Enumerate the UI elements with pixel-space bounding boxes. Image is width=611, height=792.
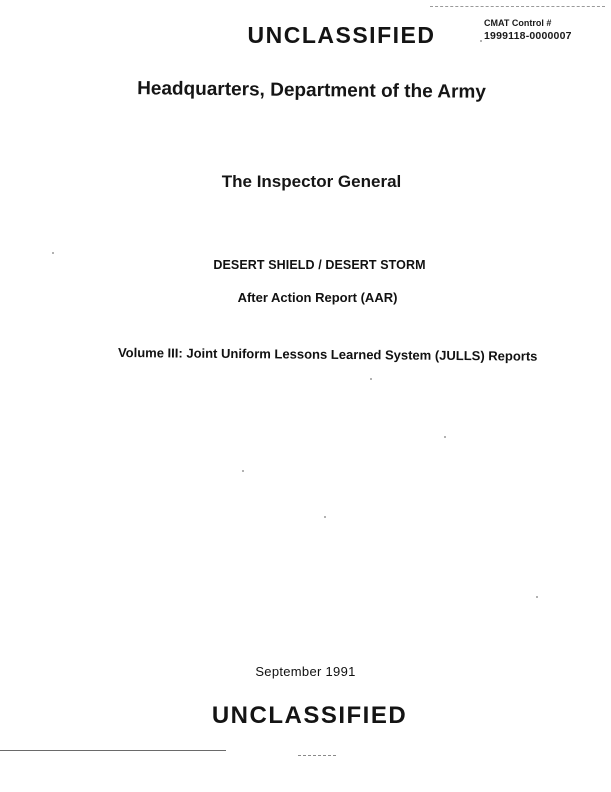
scan-speck [536, 596, 538, 598]
scan-speck [52, 252, 54, 254]
scan-speck [324, 516, 326, 518]
top-scan-rule [430, 6, 605, 7]
report-type: After Action Report (AAR) [237, 290, 398, 305]
publication-date: September 1991 [255, 664, 356, 679]
office-heading: The Inspector General [221, 172, 402, 191]
volume-title: Volume III: Joint Uniform Lessons Learned System (JULLS) Reports [117, 345, 538, 364]
classification-footer: UNCLASSIFIED [211, 702, 408, 729]
classification-header: UNCLASSIFIED [247, 22, 436, 48]
bottom-scan-mark [298, 755, 336, 756]
control-label: CMAT Control # [484, 18, 552, 28]
control-number-block [484, 17, 572, 43]
bottom-scan-rule [0, 750, 226, 751]
scan-speck [480, 40, 482, 42]
scan-speck [242, 470, 244, 472]
control-number: 1999118-0000007 [484, 30, 572, 42]
scan-speck [444, 436, 446, 438]
operation-title: DESERT SHIELD / DESERT STORM [213, 258, 426, 272]
scan-speck [370, 378, 372, 380]
organization-heading: Headquarters, Department of the Army [137, 78, 486, 103]
